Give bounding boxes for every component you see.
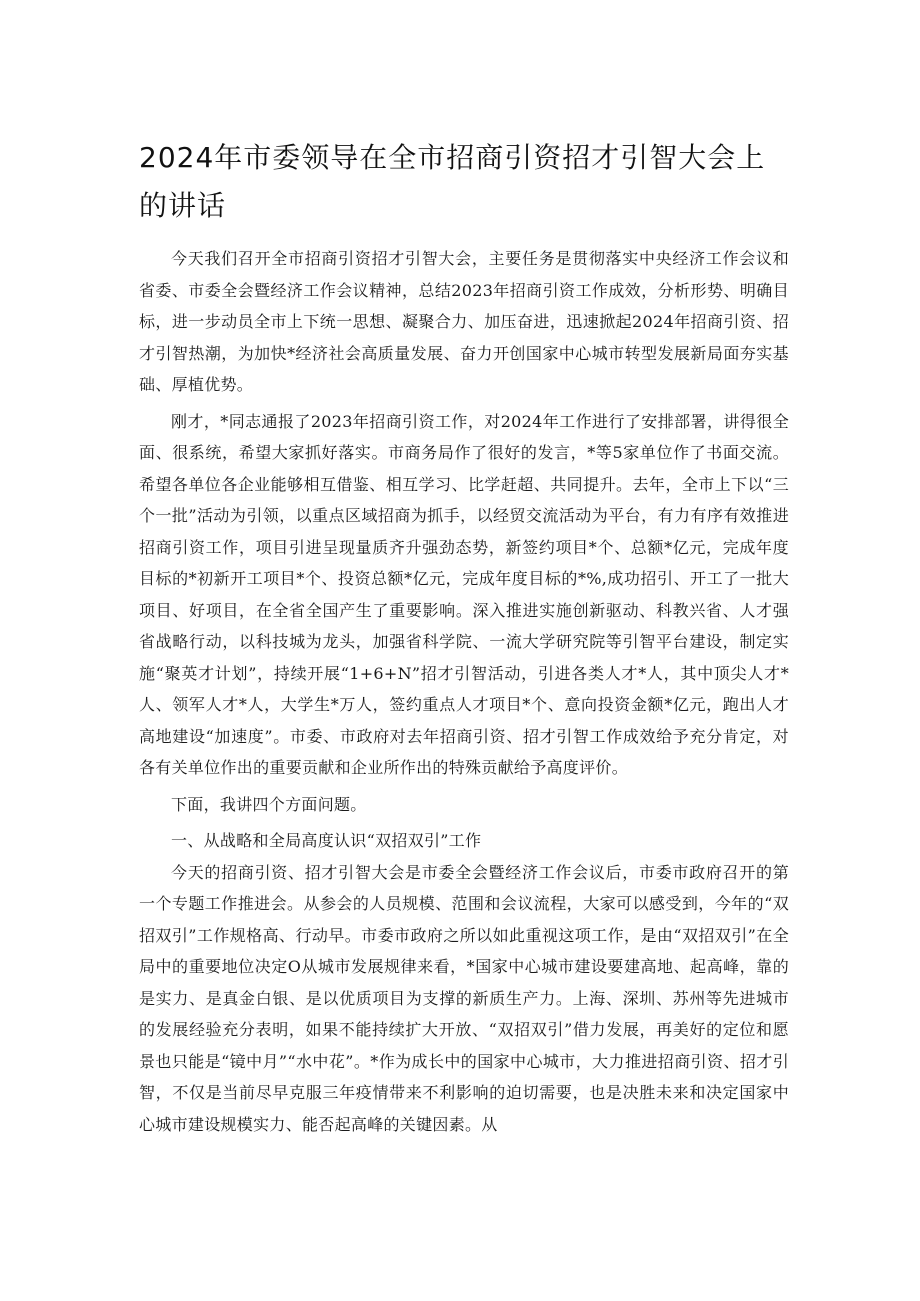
paragraph-outline: 下面，我讲四个方面问题。 <box>171 794 367 814</box>
document-body <box>139 243 789 1140</box>
paragraph-section-one: 今天的招商引资、招才引智大会是市委全会暨经济工作会议后，市委市政府召开的第一个专题工作推进会。从参会的人员规模、范围和会议流程，大家可以感受到，今年的“双招双引”工作规格高、行动早。市委市政府之所以如此重视这项工作，是由“双招双引”在全局中的重要地位决定O从城市发展规律来看，*国家中心城市建设要建高地、起高峰，靠的是实力、是真金白银、是以优质项目为支撑的新质生产力。上海、深圳、苏州等先进城市的发展经验充分表明，如果不能持续扩大开放、“双招双引”借力发展，再美好的定位和愿景也只能是“镜中月”“水中花”。*作为成长中的国家中心城市，大力推进招商引资、招才引智，不仅是当前尽早克服三年疫情带来不利影响的迫切需要，也是决胜未来和决定国家中心城市建设规模实力、能否起高峰的关键因素。从 <box>139 862 789 1134</box>
paragraph-review: 刚才，*同志通报了2023年招商引资工作，对2024年工作进行了安排部署，讲得很全面、很系统，希望大家抓好落实。市商务局作了很好的发言，*等5家单位作了书面交流。希望各单位各企业能够相互借鉴、相互学习、比学赶超、共同提升。去年，全市上下以“三个一批”活动为引领，以重点区域招商为抓手，以经贸交流活动为平台，有力有序有效推进招商引资工作，项目引进呈现量质齐升强劲态势，新签约项目*个、总额*亿元，完成年度目标的*初新开工项目*个、投资总额*亿元，完成年度目标的*%,成功招引、开工了一批大项目、好项目，在全省全国产生了重要影响。深入推进实施创新驱动、科教兴省、人才强省战略行动，以科技城为龙头，加强省科学院、一流大学研究院等引智平台建设，制定实施“聚英才计划”，持续开展“1+6+N”招才引智活动，引进各类人才*人，其中顶尖人才*人、领军人才*人，大学生*万人，签约重点人才项目*个、意向投资金额*亿元，跑出人才高地建设“加速度”。市委、市政府对去年招商引资、招才引智工作成效给予充分肯定，对各有关单位作出的重要贡献和企业所作出的特殊贡献给予高度评价。 <box>139 411 789 777</box>
section-heading-one: 一、从战略和全局高度认识“双招双引”工作 <box>171 831 482 850</box>
document-title: 2024年市委领导在全市招商引资招才引智大会上的讲话 <box>139 141 766 222</box>
paragraph-intro: 今天我们召开全市招商引资招才引智大会，主要任务是贯彻落实中央经济工作会议和省委、市委全会暨经济工作会议精神，总结2023年招商引资工作成效，分析形势、明确目标，进一步动员全市上下统一思想、凝聚合力、加压奋进，迅速掀起2024年招商引资、招才引智热潮，为加快*经济社会高质量发展、奋力开创国家中心城市转型发展新局面夯实基础、厚植优势。 <box>139 249 789 394</box>
